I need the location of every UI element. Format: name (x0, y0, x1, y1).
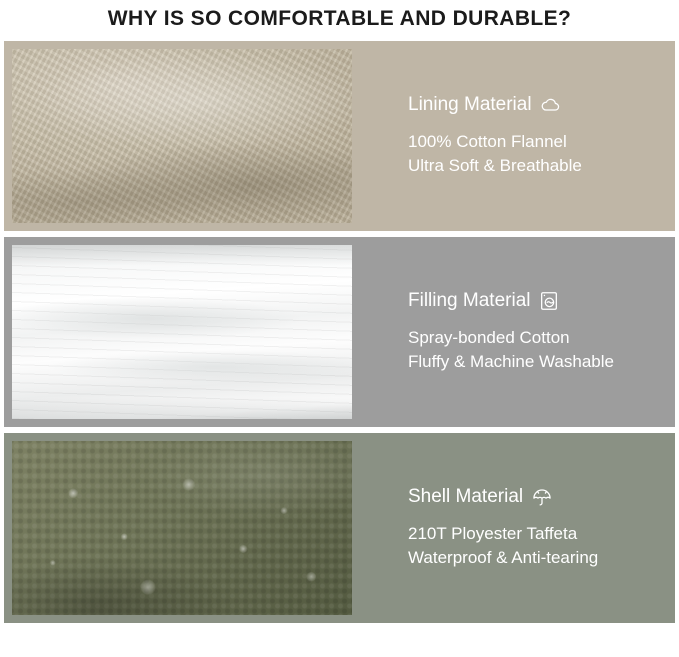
panel-filling (4, 237, 675, 427)
panel-shell-title-row (408, 486, 675, 508)
panel-shell-text (352, 433, 675, 623)
panel-shell-line1: 210T Ployester Taffeta (408, 523, 578, 543)
taffeta-texture (12, 441, 352, 615)
panel-shell-line2: Waterproof & Anti-tearing (408, 548, 599, 568)
panel-lining-line2: Ultra Soft & Breathable (408, 156, 582, 176)
panel-filling-title-row (408, 290, 675, 312)
panel-lining (4, 41, 675, 231)
panel-filling-title: Filling Material (408, 289, 531, 311)
panel-shell (4, 433, 675, 623)
panel-filling-photo (12, 245, 352, 419)
batting-texture (12, 245, 352, 419)
panel-lining-text (352, 41, 675, 231)
flannel-texture (12, 49, 352, 223)
cloud-icon (540, 94, 562, 116)
panel-lining-title-row (408, 94, 675, 116)
washing-machine-icon (538, 290, 560, 312)
panel-lining-line1: 100% Cotton Flannel (408, 131, 567, 151)
panel-lining-photo (12, 49, 352, 223)
panel-lining-title: Lining Material (408, 93, 532, 115)
panel-filling-line2: Fluffy & Machine Washable (408, 352, 614, 372)
panel-filling-line1: Spray-bonded Cotton (408, 327, 570, 347)
panel-filling-text (352, 237, 675, 427)
panel-shell-photo (12, 441, 352, 615)
umbrella-icon (531, 486, 553, 508)
panel-shell-title: Shell Material (408, 485, 524, 507)
panel-list (0, 41, 679, 627)
page-title: WHY IS SO COMFORTABLE AND DURABLE? (107, 7, 572, 30)
